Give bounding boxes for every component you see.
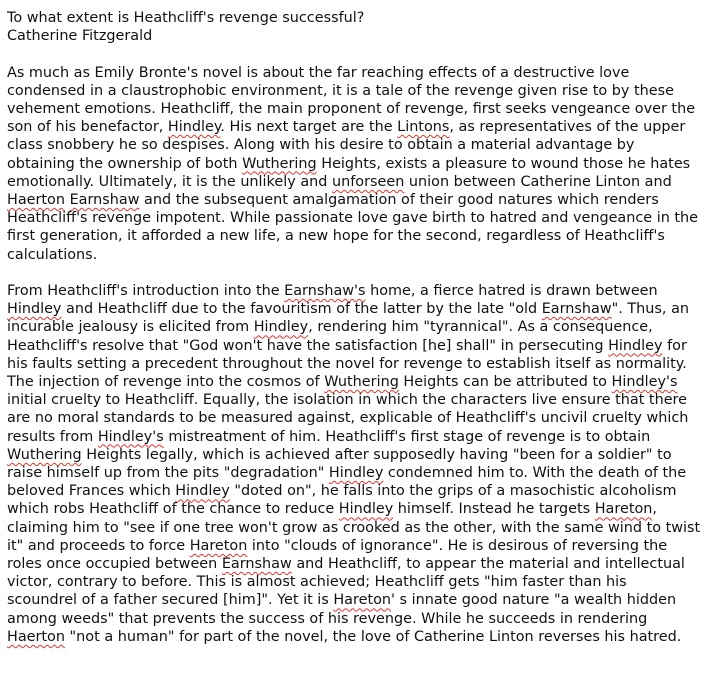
text-run: mistreatment of him. Heathcliff's first stage of revenge is to obtain bbox=[163, 428, 651, 445]
essay-author: Catherine Fitzgerald bbox=[7, 28, 153, 45]
text-run: , rendering him "tyrannical". As a consequence, Heathcliff's resolve that "God won't have the satisfaction [he] shall" in persecuting bbox=[7, 319, 653, 354]
paragraph-body bbox=[7, 282, 701, 646]
misspelled-word[interactable]: Hindley bbox=[608, 337, 663, 354]
misspelled-word[interactable]: Wuthering bbox=[7, 446, 82, 463]
misspelled-word[interactable]: Haerton bbox=[7, 192, 65, 209]
misspelled-word[interactable]: Hindley's bbox=[97, 428, 164, 445]
paragraph-intro bbox=[7, 64, 701, 264]
text-run: , claiming him to "see if one tree won't grow as crooked as the other, with the same wind to twist it" and proceeds to force bbox=[7, 501, 701, 554]
misspelled-word[interactable]: Earnshaw bbox=[221, 556, 292, 573]
misspelled-word[interactable]: Wuthering bbox=[324, 374, 399, 391]
misspelled-word[interactable]: Hindley bbox=[7, 301, 62, 318]
misspelled-word[interactable]: Hindley bbox=[328, 465, 384, 482]
text-run: into "clouds of ignorance". He is desirous of reversing the roles once occupied between bbox=[7, 537, 668, 573]
misspelled-word[interactable]: Hareton bbox=[189, 537, 248, 554]
text-run: home, a fierce hatred is drawn between bbox=[365, 283, 658, 300]
misspelled-word[interactable]: Haerton bbox=[7, 628, 65, 645]
misspelled-word[interactable]: Earnshaw's bbox=[284, 283, 366, 300]
misspelled-word[interactable]: Hareton bbox=[594, 501, 653, 518]
misspelled-word[interactable]: Hindley's bbox=[611, 374, 678, 391]
text-run: , as representatives of the upper class snobbery he so despises. Along with his desire to obtain a material advantage by obtaining the ownership of both bbox=[7, 119, 686, 172]
misspelled-word[interactable]: unforseen bbox=[331, 173, 405, 190]
text-run: Heights can be attributed to bbox=[398, 374, 612, 391]
text-run: From Heathcliff's introduction into the bbox=[7, 283, 285, 300]
text-run: and the subsequent amalgamation of their good natures which renders Heathcliff's revenge impotent. While passionate love gave birth to hatred and vengeance in the first generation, it afforded a new life, a new hope for the second, regardless of Heathcliff's calculations. bbox=[7, 192, 699, 263]
text-run: condemned him to. With the death of the beloved Frances which bbox=[7, 465, 687, 500]
text-run: As much as Emily Bronte's novel is about the far reaching effects of a destructive love condensed in a claustrophobic environment, it is a tale of the revenge given rise to by these vehement emotions. Heathcliff, the main proponent of revenge, first seeks vengeance over the son of his benefactor, bbox=[7, 64, 696, 136]
text-run: Heights legally, which is achieved after supposedly having "been for a soldier" to raise himself up from the pits "degradation" bbox=[7, 446, 672, 482]
text-run: union between Catherine Linton and bbox=[404, 173, 672, 190]
misspelled-word[interactable]: Lintons bbox=[397, 119, 450, 136]
text-run: for his faults setting a precedent throughout the novel for revenge to establish itself as normality. The injection of revenge into the cosmos of bbox=[7, 337, 687, 391]
misspelled-word[interactable]: Wuthering bbox=[242, 155, 317, 172]
text-run: ' s innate good nature "a wealth hidden among weeds" that prevents the success of his revenge. While he succeeds in rendering bbox=[7, 592, 677, 627]
text-run: and Heathcliff due to the favouritism of the latter by the late "old bbox=[61, 301, 542, 318]
misspelled-word[interactable]: Earnshaw bbox=[541, 301, 612, 318]
essay-title: To what extent is Heathcliff's revenge successful? bbox=[7, 10, 365, 26]
misspelled-word[interactable]: Hindley bbox=[167, 119, 221, 136]
text-run: himself. Instead he targets bbox=[393, 501, 595, 518]
text-run: initial cruelty to Heathcliff. Equally, the isolation in which the characters live ensure that there are no moral standards to be measured against, explicable of Heathcliff's uncivil cruelty which results from bbox=[7, 392, 689, 445]
blank-line bbox=[7, 45, 701, 63]
blank-line bbox=[7, 264, 701, 282]
misspelled-word[interactable]: Earnshaw bbox=[69, 192, 140, 209]
misspelled-word[interactable]: Hareton bbox=[333, 592, 392, 609]
document-body[interactable] bbox=[7, 9, 701, 646]
text-run: Heights, exists a pleasure to wound those he hates emotionally. Ultimately, it is the unlikely and bbox=[7, 155, 691, 190]
text-run: ". Thus, an incurable jealousy is elicited from bbox=[7, 301, 690, 336]
text-run: "not a human" for part of the novel, the love of Catherine Linton reverses his hatred. bbox=[64, 628, 682, 645]
misspelled-word[interactable]: Hindley bbox=[175, 483, 230, 500]
text-run: . His next target are the bbox=[220, 119, 398, 136]
misspelled-word[interactable]: Hindley bbox=[338, 501, 394, 518]
misspelled-word[interactable]: Hindley bbox=[253, 319, 309, 336]
text-run: "doted on", he falls into the grips of a masochistic alcoholism which robs Heathcliff of the chance to reduce bbox=[7, 483, 677, 518]
text-run: and Heathcliff, to appear the material and intellectual victor, contrary to before. This is almost achieved; Heathcliff gets "him faster than his scoundrel of a father secured [him]". Yet it is bbox=[7, 556, 685, 609]
